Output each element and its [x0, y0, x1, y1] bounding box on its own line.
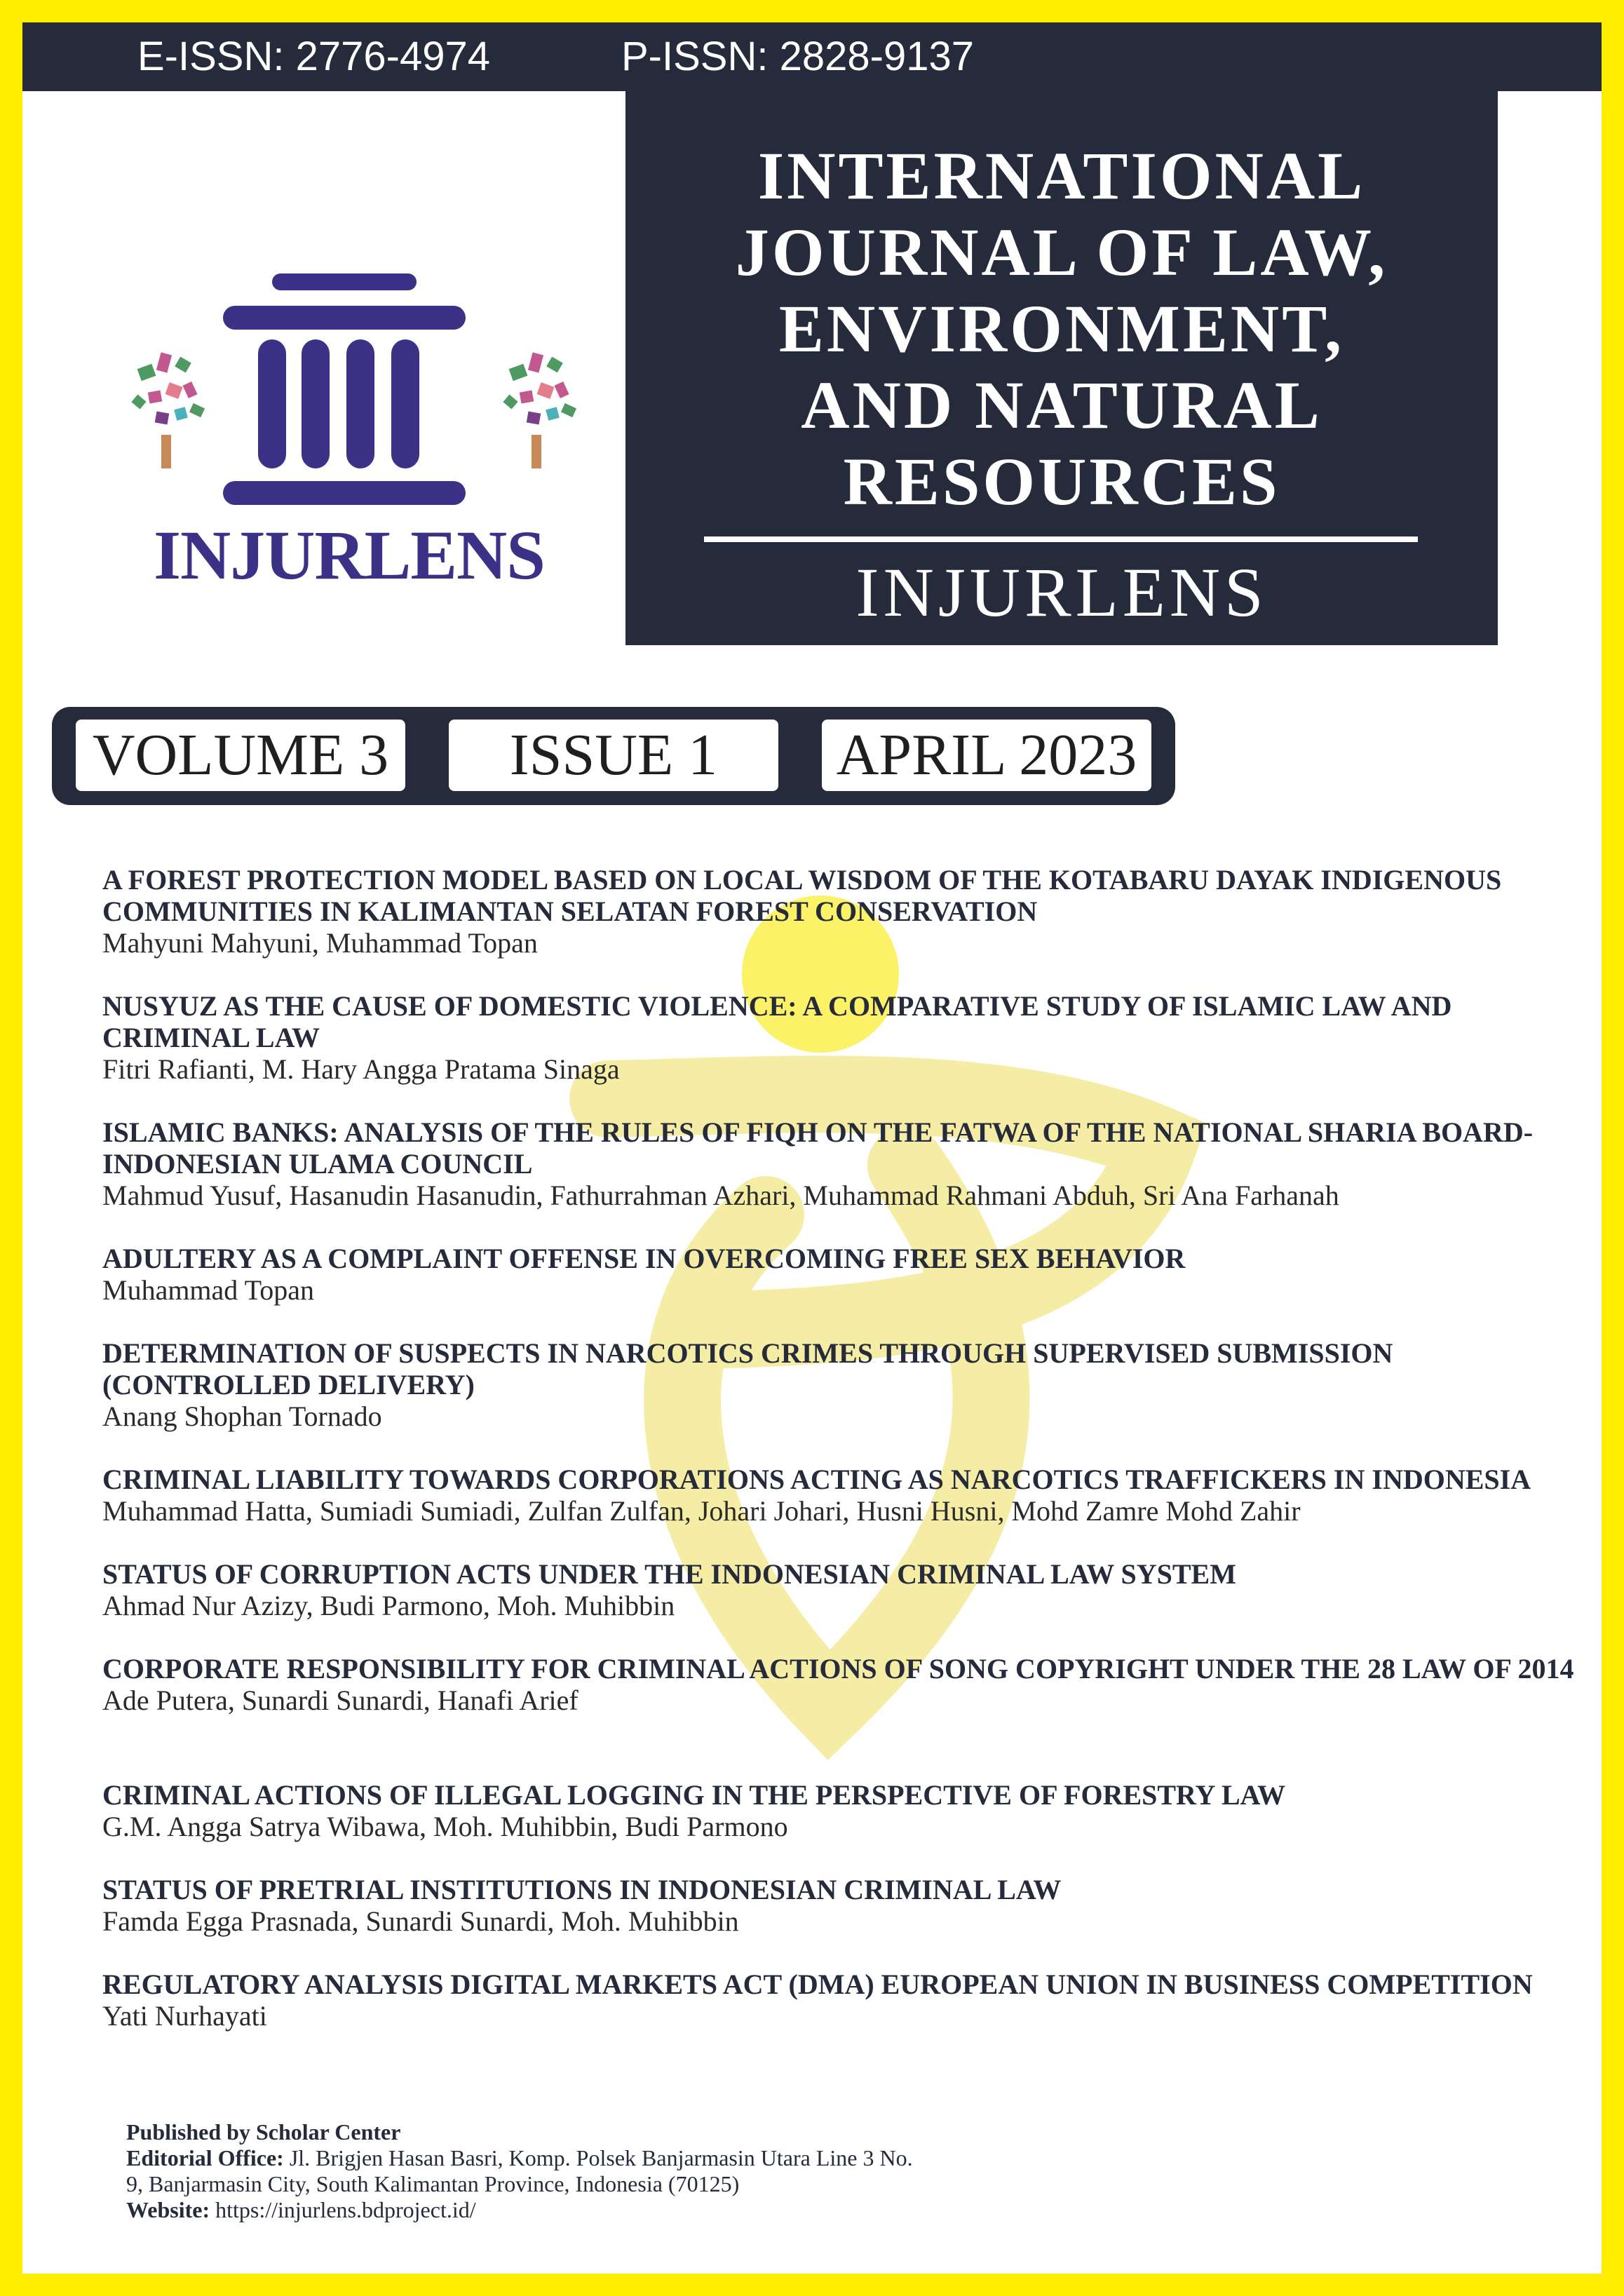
article-title: STATUS OF CORRUPTION ACTS UNDER THE INDONESIAN CRIMINAL LAW SYSTEM	[102, 1558, 1236, 1590]
article-authors: Muhammad Topan	[102, 1274, 314, 1306]
journal-title-box	[625, 91, 1498, 645]
title-divider	[704, 536, 1418, 542]
journal-title-line: AND NATURAL	[801, 367, 1322, 443]
article-entry	[102, 1653, 1582, 1717]
website-link[interactable]: https://injurlens.bdproject.id/	[215, 2197, 476, 2222]
issue-info-bar	[52, 707, 1175, 805]
journal-title	[625, 137, 1498, 520]
article-entry	[102, 1116, 1582, 1212]
office-address-line-2: 9, Banjarmasin City, South Kalimantan Province, Indonesia (70125)	[126, 2171, 740, 2196]
article-entry	[102, 1779, 1582, 1843]
article-title: REGULATORY ANALYSIS DIGITAL MARKETS ACT (DMA) EUROPEAN UNION IN BUSINESS COMPETITION	[102, 1969, 1533, 2000]
journal-abbreviation: INJURLENS	[855, 553, 1268, 631]
article-authors: Fitri Rafianti, M. Hary Angga Pratama Sinaga	[102, 1053, 620, 1085]
journal-title-line: RESOURCES	[843, 444, 1280, 519]
column-building-icon	[118, 247, 581, 513]
article-title: A FOREST PROTECTION MODEL BASED ON LOCAL WISDOM OF THE KOTABARU DAYAK INDIGENOUS COMMUNITIES IN KALIMANTAN SELATAN FOREST CONSERVATION	[102, 864, 1502, 927]
eissn-text: E-ISSN: 2776-4974	[137, 34, 490, 79]
article-title: DETERMINATION OF SUSPECTS IN NARCOTICS CRIMES THROUGH SUPERVISED SUBMISSION (CONTROLLED DELIVERY)	[102, 1337, 1393, 1400]
date-label: APRIL 2023	[822, 720, 1151, 791]
right-tree-icon	[503, 352, 576, 468]
article-title: NUSYUZ AS THE CAUSE OF DOMESTIC VIOLENCE: A COMPARATIVE STUDY OF ISLAMIC LAW AND CRIMINAL LAW	[102, 990, 1452, 1053]
journal-title-line: ENVIRONMENT,	[778, 291, 1345, 366]
article-authors: Mahyuni Mahyuni, Muhammad Topan	[102, 927, 538, 959]
article-title: CRIMINAL ACTIONS OF ILLEGAL LOGGING IN THE PERSPECTIVE OF FORESTRY LAW	[102, 1779, 1286, 1811]
article-authors: Ade Putera, Sunardi Sunardi, Hanafi Arief	[102, 1684, 578, 1716]
article-title: CORPORATE RESPONSIBILITY FOR CRIMINAL ACTIONS OF SONG COPYRIGHT UNDER THE 28 LAW OF 2014	[102, 1653, 1574, 1684]
office-label: Editorial Office:	[126, 2145, 284, 2170]
article-authors: Famda Egga Prasnada, Sunardi Sunardi, Moh. Muhibbin	[102, 1905, 739, 1937]
article-entry	[102, 1969, 1582, 2032]
article-title: CRIMINAL LIABILITY TOWARDS CORPORATIONS ACTING AS NARCOTICS TRAFFICKERS IN INDONESIA	[102, 1464, 1531, 1495]
article-authors: Mahmud Yusuf, Hasanudin Hasanudin, Fathurrahman Azhari, Muhammad Rahmani Abduh, Sri Ana Farhanah	[102, 1180, 1339, 1211]
article-entry	[102, 1337, 1582, 1433]
article-entry	[102, 1243, 1582, 1306]
article-entry	[102, 1464, 1582, 1527]
article-authors: Muhammad Hatta, Sumiadi Sumiadi, Zulfan Zulfan, Johari Johari, Husni Husni, Mohd Zamre Mohd Zahir	[102, 1495, 1301, 1527]
article-authors: Ahmad Nur Azizy, Budi Parmono, Moh. Muhibbin	[102, 1590, 675, 1621]
issue-label: ISSUE 1	[449, 720, 778, 791]
article-entry	[102, 990, 1582, 1086]
journal-title-line: INTERNATIONAL	[757, 138, 1366, 213]
journal-logo	[118, 247, 581, 612]
office-address-line-1: Jl. Brigjen Hasan Basri, Komp. Polsek Banjarmasin Utara Line 3 No.	[289, 2145, 913, 2170]
journal-title-line: JOURNAL OF LAW,	[735, 215, 1388, 290]
website-label: Website:	[126, 2197, 210, 2222]
article-entry	[102, 1558, 1582, 1622]
publisher-name: Published by Scholar Center	[126, 2119, 401, 2145]
article-title: ADULTERY AS A COMPLAINT OFFENSE IN OVERCOMING FREE SEX BEHAVIOR	[102, 1243, 1186, 1274]
article-authors: Anang Shophan Tornado	[102, 1400, 382, 1432]
publisher-footer	[126, 2119, 1178, 2223]
pissn-text: P-ISSN: 2828-9137	[621, 34, 974, 79]
article-entry	[102, 1874, 1582, 1938]
article-title: STATUS OF PRETRIAL INSTITUTIONS IN INDONESIAN CRIMINAL LAW	[102, 1874, 1062, 1905]
volume-label: VOLUME 3	[76, 720, 405, 791]
logo-wordmark: INJURLENS	[154, 516, 545, 594]
article-entry	[102, 864, 1582, 959]
journal-cover	[22, 22, 1602, 2274]
article-authors: Yati Nurhayati	[102, 2000, 267, 2032]
article-authors: G.M. Angga Satrya Wibawa, Moh. Muhibbin, Budi Parmono	[102, 1811, 788, 1842]
left-tree-icon	[131, 352, 205, 468]
article-title: ISLAMIC BANKS: ANALYSIS OF THE RULES OF FIQH ON THE FATWA OF THE NATIONAL SHARIA BOARD-INDONESIAN ULAMA COUNCIL	[102, 1116, 1534, 1180]
pillars-icon	[223, 274, 466, 505]
